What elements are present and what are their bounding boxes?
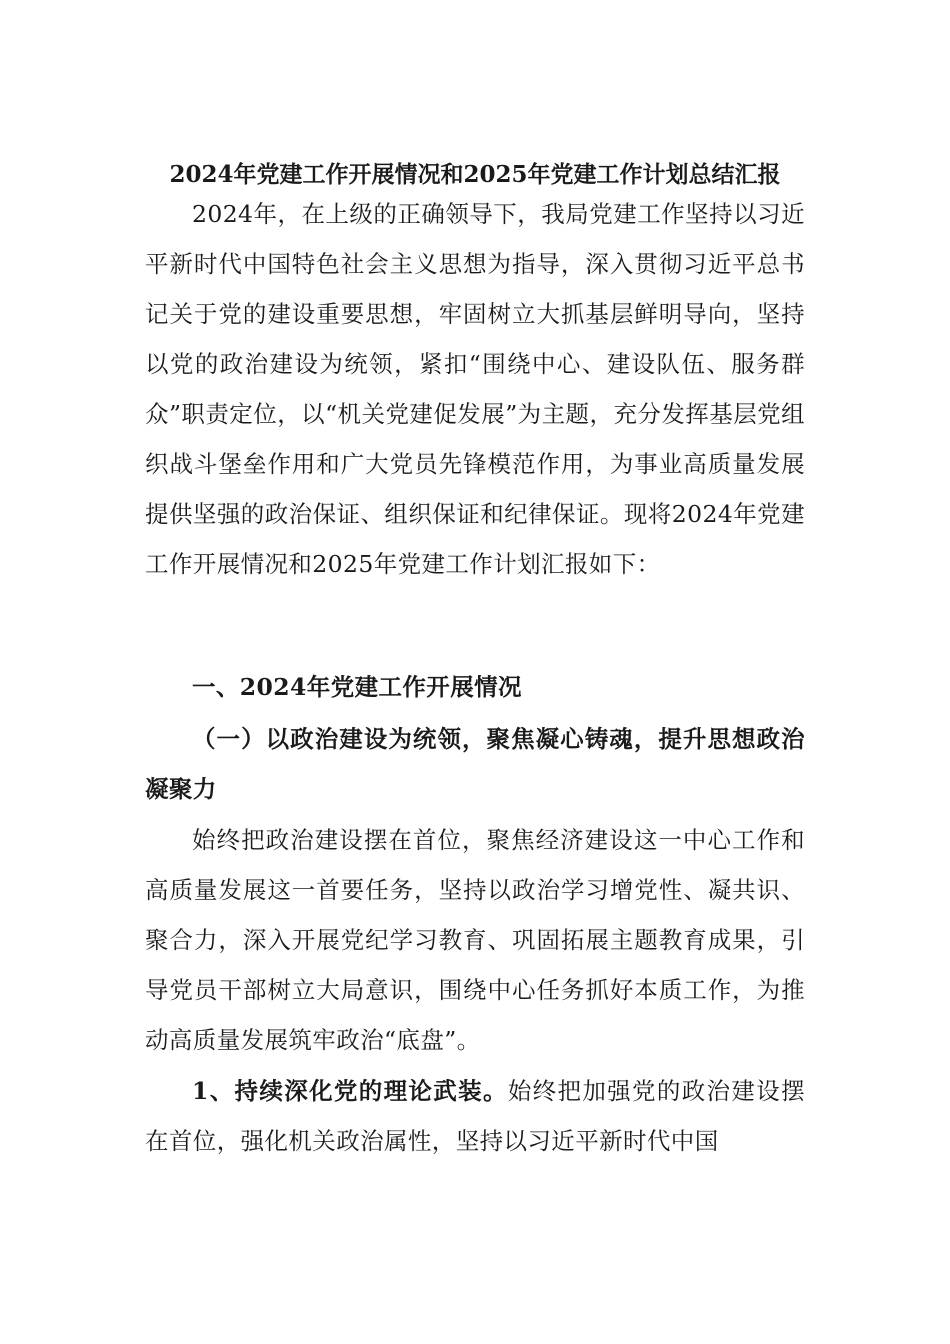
document-title: 2024年党建工作开展情况和2025年党建工作计划总结汇报: [169, 161, 781, 188]
item-1-body: 始终把加强党的政治建设摆在首位，强化机关政治属性，坚持以习近平新时代中国: [145, 1077, 805, 1155]
subsection-1-paragraph: 始终把政治建设摆在首位，聚焦经济建设这一中心工作和高质量发展这一首要任务，坚持以政治学习增党性、凝共识、聚合力，深入开展党纪学习教育、巩固拓展主题教育成果，引导党员干部树立大局意识，围绕中心任务抓好本质工作，为推动高质量发展筑牢政治“底盘”。: [145, 826, 805, 1054]
intro-paragraph: 2024年，在上级的正确领导下，我局党建工作坚持以习近平新时代中国特色社会主义思想为指导，深入贯彻习近平总书记关于党的建设重要思想，牢固树立大抓基层鲜明导向，坚持以党的政治建设为统领，紧扣“围绕中心、建设队伍、服务群众”职责定位，以“机关党建促发展”为主题，充分发挥基层党组织战斗堡垒作用和广大党员先锋模范作用，为事业高质量发展提供坚强的政治保证、组织保证和纪律保证。现将2024年党建工作开展情况和2025年党建工作计划汇报如下：: [145, 200, 805, 578]
item-1-lead: 1、持续深化党的理论武装。: [192, 1077, 508, 1105]
section-heading-1: 一、2024年党建工作开展情况: [192, 673, 522, 701]
item-1-paragraph: [145, 1066, 805, 1166]
subsection-heading-1: （一）以政治建设为统领，聚焦凝心铸魂，提升思想政治凝聚力: [145, 725, 805, 803]
